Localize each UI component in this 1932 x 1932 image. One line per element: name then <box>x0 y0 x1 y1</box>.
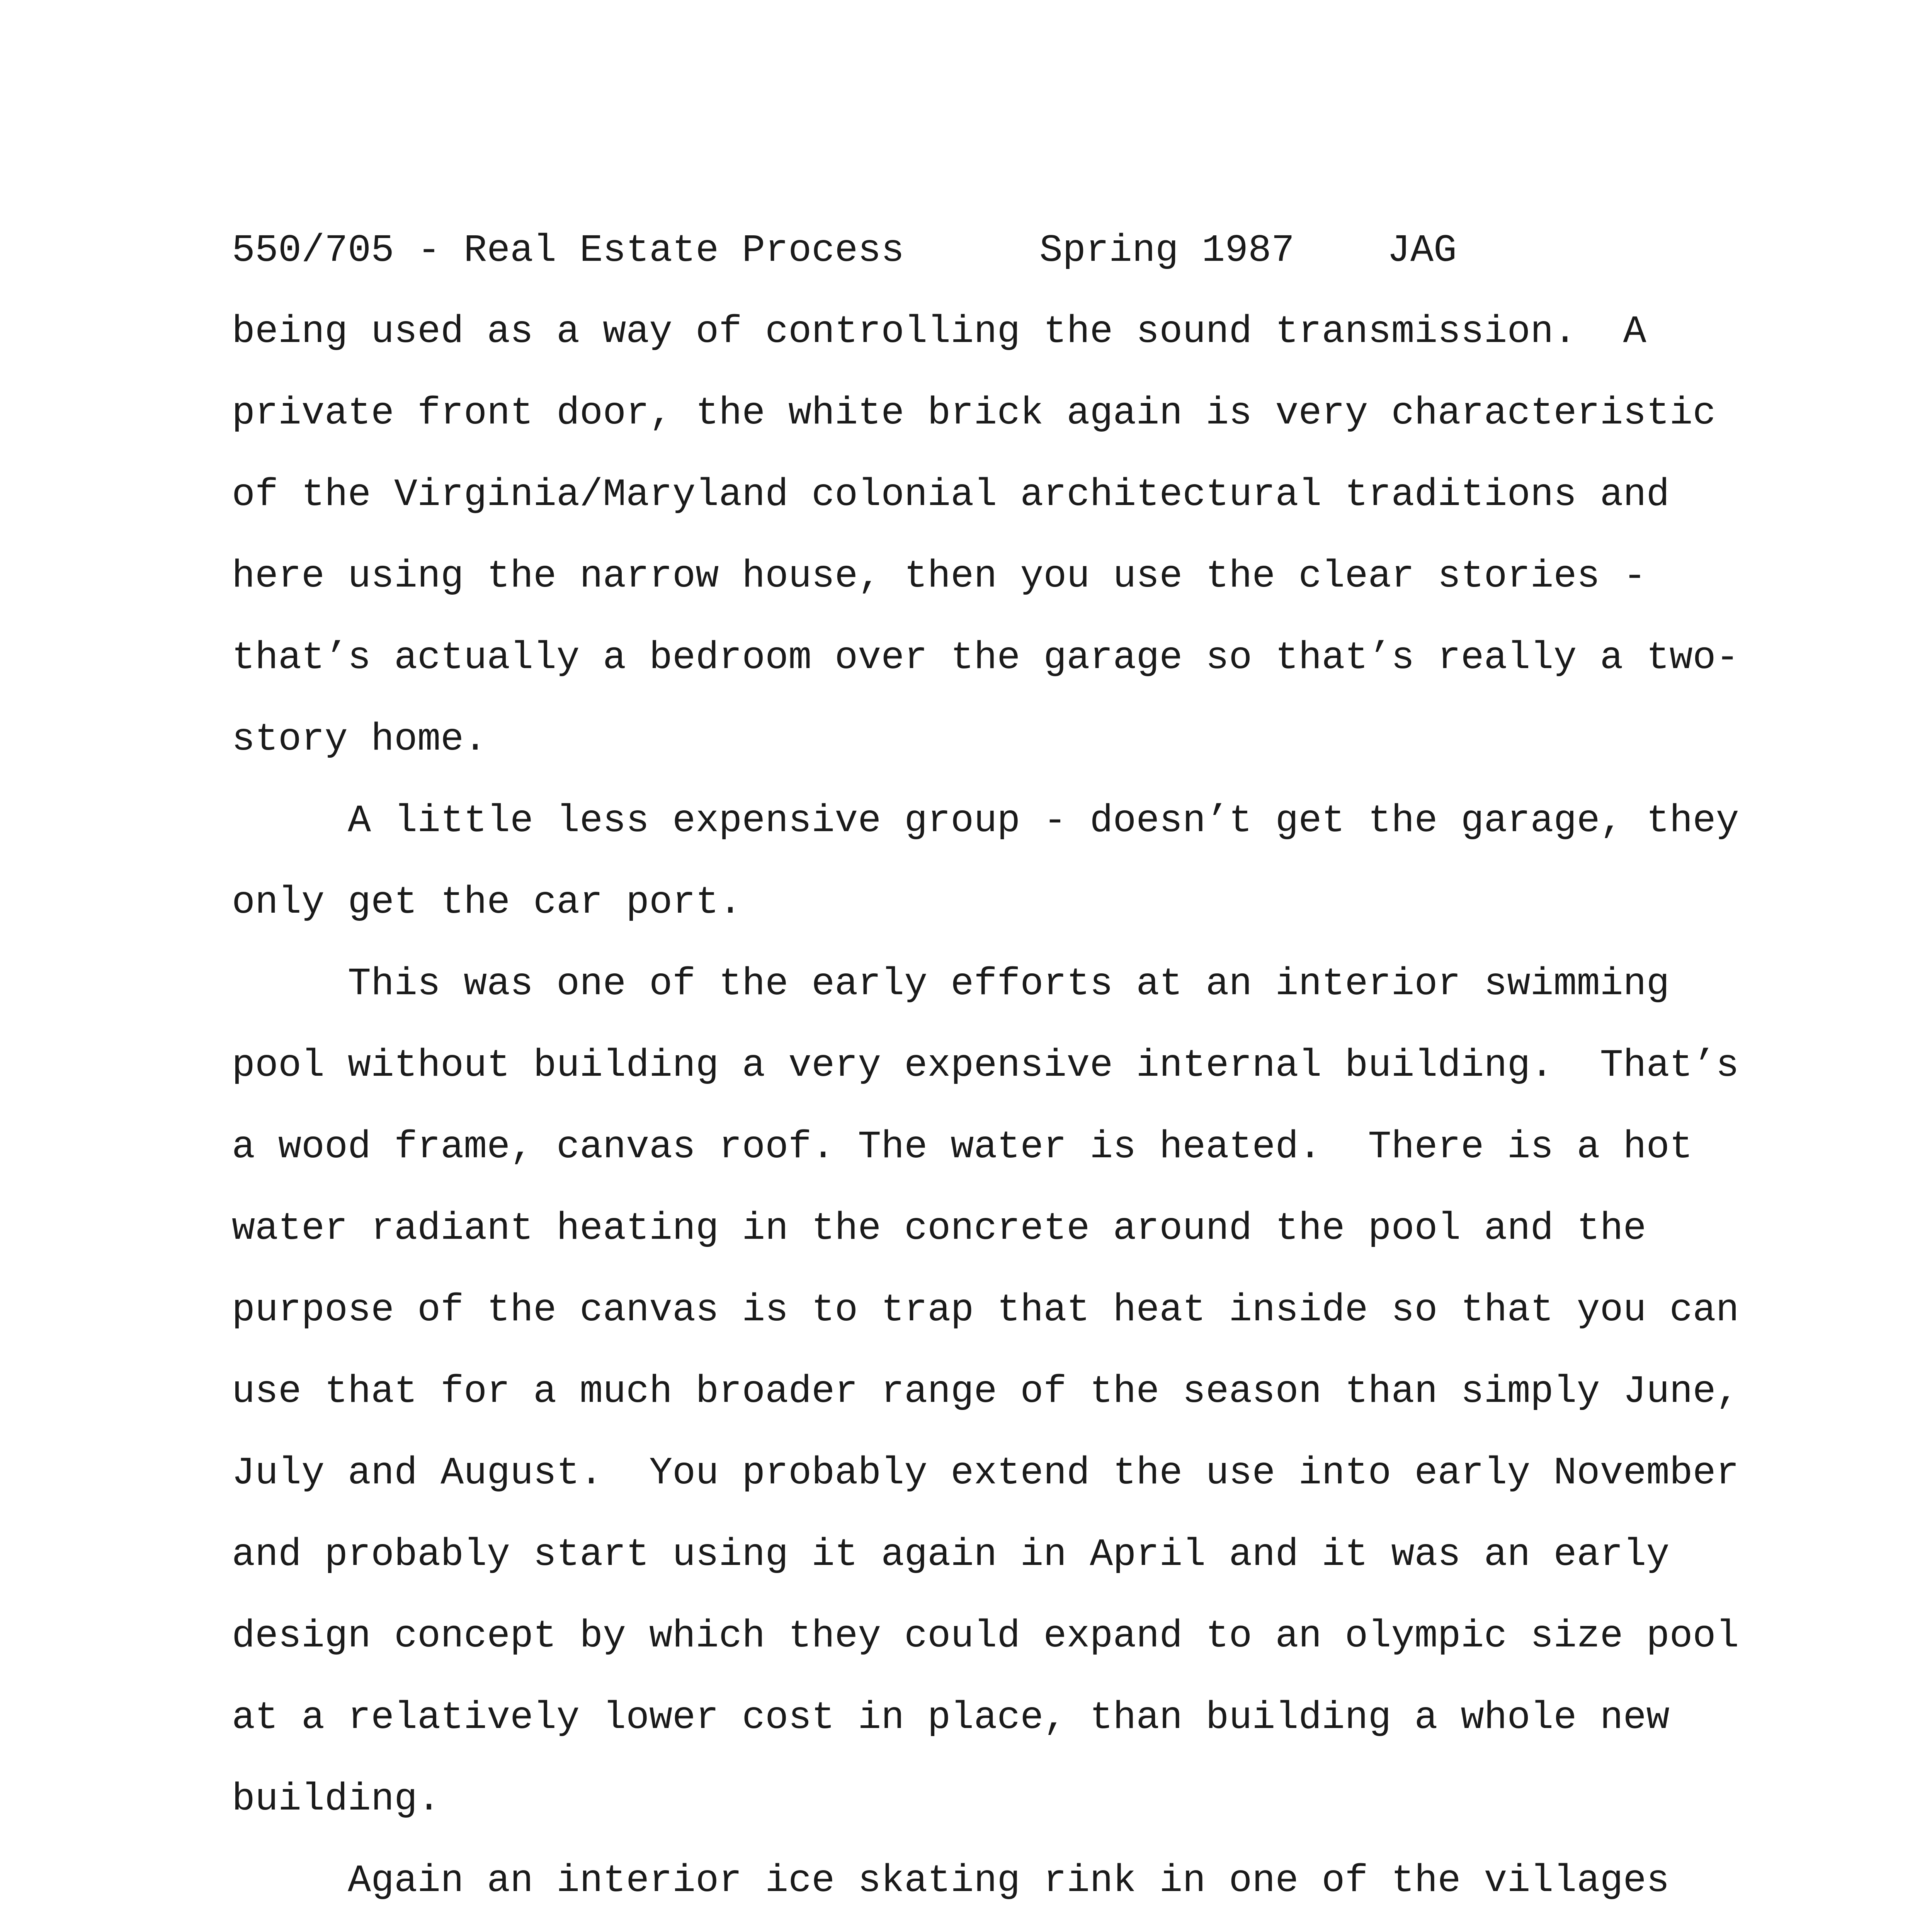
text-line: private front door, the white brick again is very characteristic <box>232 392 1716 435</box>
text-line: story home. <box>232 718 487 762</box>
text-line: of the Virginia/Maryland colonial architectural traditions and <box>232 473 1670 517</box>
text-line: a wood frame, canvas roof. The water is heated. There is a hot <box>232 1126 1693 1169</box>
text-line: use that for a much broader range of the season than simply June, <box>232 1370 1739 1414</box>
text-line: July and August. You probably extend the use into early November <box>232 1452 1739 1495</box>
header-course: 550/705 - Real Estate Process <box>232 229 905 273</box>
text-line: water radiant heating in the concrete around the pool and the <box>232 1207 1646 1251</box>
text-line: Again an interior ice skating rink in one of the villages <box>232 1859 1670 1903</box>
text-line: at a relatively lower cost in place, than building a whole new <box>232 1696 1670 1740</box>
text-line: that’s actually a bedroom over the garage so that’s really a two- <box>232 636 1739 680</box>
text-line: purpose of the canvas is to trap that heat inside so that you can <box>232 1289 1739 1332</box>
text-line: only get the car port. <box>232 881 742 925</box>
text-line: This was one of the early efforts at an interior swimming <box>232 963 1670 1006</box>
text-line: pool without building a very expensive internal building. That’s <box>232 1044 1739 1088</box>
header-term: Spring 1987 <box>1039 229 1295 273</box>
text-line: being used as a way of controlling the sound transmission. A <box>232 310 1646 354</box>
text-line: building. <box>232 1778 441 1821</box>
header-initials: JAG <box>1387 229 1457 273</box>
text-line: and probably start using it again in April and it was an early <box>232 1533 1670 1577</box>
text-line: design concept by which they could expand to an olympic size pool <box>232 1615 1739 1658</box>
text-line: here using the narrow house, then you use the clear stories - <box>232 555 1646 599</box>
text-line: A little less expensive group - doesn’t get the garage, they <box>232 799 1739 843</box>
